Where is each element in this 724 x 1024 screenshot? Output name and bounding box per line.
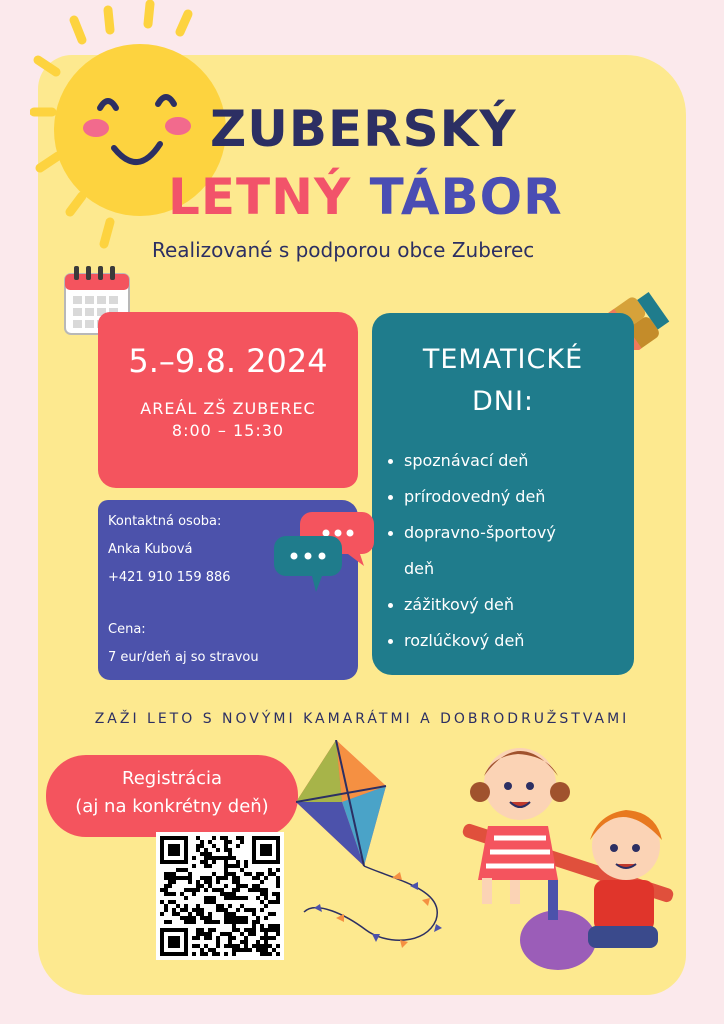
title-word-tabor: TÁBOR <box>369 168 563 226</box>
kite-icon <box>296 740 466 960</box>
title-line-2 <box>168 168 563 226</box>
registration-title: Registrácia <box>122 768 222 789</box>
themes-heading-line-1: TEMATICKÉ <box>422 344 584 375</box>
price-label: Cena: <box>108 622 146 637</box>
title-word-letny: LETNÝ <box>168 168 352 226</box>
contact-phone[interactable]: +421 910 159 886 <box>108 570 231 585</box>
dates-card <box>98 312 358 488</box>
event-dates: 5.–9.8. 2024 <box>128 342 328 380</box>
qr-code[interactable] <box>156 832 284 960</box>
registration-badge[interactable] <box>46 755 298 837</box>
subtitle: Realizované s podporou obce Zuberec <box>152 238 535 262</box>
event-location: AREÁL ZŠ ZUBEREC <box>140 399 316 418</box>
contact-label: Kontaktná osoba: <box>108 514 222 529</box>
chat-bubbles-icon <box>272 500 376 596</box>
themes-list <box>372 443 634 659</box>
theme-item: dopravno-športový <box>388 515 634 551</box>
theme-item: zážitkový deň <box>388 587 634 623</box>
title-line-1: ZUBERSKÝ <box>210 100 517 158</box>
price-value: 7 eur/deň aj so stravou <box>108 650 259 665</box>
registration-note: (aj na konkrétny deň) <box>75 796 269 817</box>
themes-card <box>372 313 634 675</box>
tagline: ZAŽI LETO S NOVÝMI KAMARÁTMI A DOBRODRUŽSTVAMI <box>94 711 630 727</box>
event-place <box>98 398 358 442</box>
theme-item: spoznávací deň <box>388 443 634 479</box>
themes-heading-line-2: DNI: <box>471 386 535 417</box>
themes-heading <box>372 339 634 423</box>
theme-item-continuation: deň <box>404 559 435 578</box>
event-time: 8:00 – 15:30 <box>171 421 285 440</box>
theme-item: prírodovedný deň <box>388 479 634 515</box>
contact-name: Anka Kubová <box>108 542 193 557</box>
kids-seesaw-illustration <box>458 730 688 970</box>
theme-item: rozlúčkový deň <box>388 623 634 659</box>
